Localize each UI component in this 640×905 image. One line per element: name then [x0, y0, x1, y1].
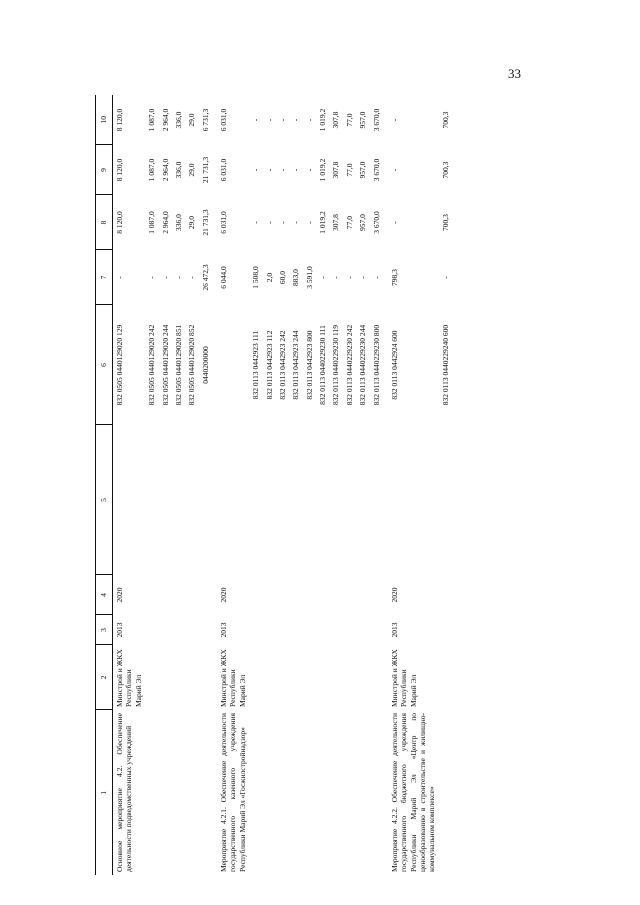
- value-col-9: 8 120,0: [115, 158, 124, 182]
- empty-cell: [439, 575, 452, 615]
- empty-cell: [263, 645, 276, 710]
- end-year: 2020: [219, 587, 228, 603]
- empty-cell: [145, 615, 158, 645]
- empty-cell: [439, 710, 452, 875]
- header-cell: 8: [96, 195, 113, 250]
- value-col-8: -: [304, 221, 314, 224]
- value-col-10: 3 670,0: [371, 108, 381, 132]
- value-col-10: 1 019,2: [318, 108, 327, 132]
- empty-cell: [289, 575, 302, 615]
- budget-code: 832 0505 0440129020 851: [173, 324, 183, 406]
- header-cell: 7: [96, 250, 113, 305]
- empty-cell: [199, 645, 212, 710]
- empty-cell: [185, 645, 198, 710]
- budget-code: 832 0113 0440229230 244: [358, 324, 368, 406]
- table-row: [303, 95, 316, 875]
- budget-code: [212, 305, 249, 425]
- value-col-9: 1 087,0: [147, 158, 157, 182]
- value-col-7: -: [344, 276, 354, 279]
- budget-code: 832 0505 0440129020 244: [160, 324, 170, 406]
- value-col-7: 60,0: [277, 270, 287, 285]
- value-col-9: 6 031,0: [219, 158, 228, 182]
- value-col-9: 29,0: [187, 163, 197, 177]
- value-col-7: 26 472,3: [200, 264, 210, 291]
- empty-cell: [303, 575, 316, 615]
- empty-cell: [249, 425, 262, 575]
- value-col-8: 336,0: [173, 214, 183, 231]
- empty-cell: [439, 615, 452, 645]
- value-col-8: 29,0: [187, 215, 197, 230]
- header-cell: 1: [96, 710, 113, 875]
- empty-cell: [185, 425, 198, 575]
- budget-code: 832 0113 0442923 111: [251, 330, 261, 400]
- measure-name: Мероприятие 4.2.2. Обеспечение деятельности государственного бюджетного учреждения Республики Марий Эл «Центр по ценообразованию в строительстве и жилищно-коммунальном комплексе»: [389, 713, 437, 872]
- header-cell: 4: [96, 575, 113, 615]
- empty-cell: [356, 645, 369, 710]
- empty-cell: [289, 645, 302, 710]
- value-col-8: 3 670,0: [371, 211, 381, 234]
- header-cell: 6: [96, 305, 113, 425]
- executor-cell: Минстрой и ЖКХ Республики Марий Эл: [219, 649, 247, 707]
- empty-cell: [356, 575, 369, 615]
- value-col-7: -: [358, 276, 368, 279]
- budget-code: 832 0113 0440229240 600: [440, 324, 450, 406]
- table-row: [276, 95, 289, 875]
- value-col-10: -: [264, 118, 274, 122]
- executor-cell: Минстрой и ЖКХ Республики Марий Эл: [115, 649, 143, 707]
- table-row: [383, 95, 439, 875]
- budget-code: 832 0113 0440229230 111: [318, 325, 327, 405]
- value-col-10: 1 087,0: [147, 108, 157, 132]
- empty-cell: [113, 425, 146, 575]
- value-col-9: -: [277, 168, 287, 172]
- empty-cell: [303, 645, 316, 710]
- empty-cell: [172, 710, 185, 875]
- table-row: [145, 95, 158, 875]
- value-col-8: 307,8: [331, 214, 341, 231]
- value-col-8: 1 087,0: [147, 211, 157, 234]
- value-col-8: -: [277, 221, 287, 224]
- header-cell: 5: [96, 425, 113, 575]
- value-col-9: 77,0: [344, 163, 354, 177]
- empty-cell: [212, 425, 249, 575]
- table-row: [249, 95, 262, 875]
- table-row: [329, 95, 342, 875]
- empty-cell: [289, 710, 302, 875]
- table-row: [316, 95, 329, 875]
- value-col-7: -: [187, 276, 197, 279]
- empty-cell: [159, 425, 172, 575]
- value-col-9: -: [251, 168, 261, 172]
- table-row: [356, 95, 369, 875]
- budget-code: 832 0113 0440229230 242: [344, 324, 354, 406]
- header-cell: 2: [96, 645, 113, 710]
- empty-cell: [383, 425, 439, 575]
- empty-cell: [356, 710, 369, 875]
- value-col-10: -: [251, 118, 261, 122]
- value-col-9: 957,0: [358, 161, 368, 179]
- table-row: [159, 95, 172, 875]
- budget-code: 832 0505 0440129020 242: [147, 324, 157, 406]
- value-col-10: -: [389, 118, 399, 122]
- empty-cell: [199, 575, 212, 615]
- empty-cell: [343, 615, 356, 645]
- value-col-7: -: [371, 276, 381, 279]
- value-col-8: 957,0: [358, 214, 368, 231]
- empty-cell: [145, 645, 158, 710]
- table-row: [199, 95, 212, 875]
- table-row: [289, 95, 302, 875]
- empty-cell: [276, 425, 289, 575]
- empty-cell: [185, 710, 198, 875]
- value-col-9: 307,8: [331, 161, 341, 179]
- start-year: 2013: [389, 622, 399, 638]
- start-year: 2013: [219, 622, 228, 638]
- table-body: [113, 95, 453, 875]
- value-col-10: 700,3: [440, 111, 450, 129]
- value-col-9: 2 964,0: [160, 158, 170, 182]
- value-col-10: 307,8: [331, 111, 341, 129]
- value-col-7: 1 508,0: [251, 266, 261, 289]
- value-col-7: 6 044,0: [219, 266, 228, 289]
- end-year: 2020: [115, 587, 124, 603]
- empty-cell: [159, 615, 172, 645]
- empty-cell: [370, 710, 383, 875]
- empty-cell: [329, 575, 342, 615]
- empty-cell: [263, 710, 276, 875]
- value-col-10: 6 731,3: [200, 108, 210, 132]
- empty-cell: [356, 615, 369, 645]
- value-col-8: 700,3: [440, 214, 450, 231]
- empty-cell: [263, 575, 276, 615]
- empty-cell: [249, 575, 262, 615]
- empty-cell: [370, 615, 383, 645]
- value-col-8: 2 964,0: [160, 211, 170, 234]
- empty-cell: [172, 425, 185, 575]
- empty-cell: [276, 615, 289, 645]
- empty-cell: [289, 615, 302, 645]
- value-col-9: -: [389, 168, 399, 172]
- value-col-10: 77,0: [344, 113, 354, 127]
- value-col-7: -: [115, 276, 124, 279]
- empty-cell: [439, 425, 452, 575]
- value-col-10: -: [291, 118, 301, 122]
- empty-cell: [185, 615, 198, 645]
- empty-cell: [276, 645, 289, 710]
- budget-code: 832 0113 0442923 800: [304, 330, 314, 400]
- empty-cell: [303, 425, 316, 575]
- empty-cell: [159, 575, 172, 615]
- budget-code: 832 0113 0442923 244: [291, 330, 301, 400]
- empty-cell: [316, 645, 329, 710]
- empty-cell: [159, 645, 172, 710]
- value-col-9: 21 731,3: [200, 156, 210, 184]
- value-col-10: 8 120,0: [115, 108, 124, 132]
- table-row: [212, 95, 249, 875]
- table-row: [185, 95, 198, 875]
- value-col-7: -: [331, 276, 341, 279]
- empty-cell: [316, 425, 329, 575]
- empty-cell: [356, 425, 369, 575]
- value-col-9: -: [291, 168, 301, 172]
- header-cell: 9: [96, 145, 113, 195]
- empty-cell: [329, 425, 342, 575]
- empty-cell: [316, 575, 329, 615]
- table-row: [172, 95, 185, 875]
- empty-cell: [172, 575, 185, 615]
- budget-code: 832 0113 0442923 112: [264, 330, 274, 400]
- value-col-8: 8 120,0: [115, 211, 124, 234]
- empty-cell: [185, 575, 198, 615]
- empty-cell: [316, 710, 329, 875]
- value-col-7: -: [440, 276, 450, 279]
- executor-cell: Минстрой и ЖКХ Республики Марий Эл: [389, 649, 418, 707]
- value-col-7: -: [147, 276, 157, 279]
- value-col-8: -: [264, 221, 274, 224]
- budget-table: [95, 95, 452, 875]
- value-col-10: 336,0: [173, 111, 183, 129]
- table-row: [370, 95, 383, 875]
- empty-cell: [199, 710, 212, 875]
- empty-cell: [145, 710, 158, 875]
- empty-cell: [329, 615, 342, 645]
- value-col-7: -: [318, 276, 327, 279]
- budget-code: 832 0113 0442923 242: [277, 330, 287, 400]
- empty-cell: [303, 615, 316, 645]
- value-col-7: 883,0: [291, 269, 301, 286]
- value-col-8: -: [389, 221, 399, 224]
- rotated-table-container: [95, 95, 625, 875]
- value-col-8: 6 031,0: [219, 211, 228, 234]
- empty-cell: [263, 425, 276, 575]
- empty-cell: [316, 615, 329, 645]
- value-col-7: -: [160, 276, 170, 279]
- start-year: 2013: [115, 622, 124, 638]
- empty-cell: [199, 425, 212, 575]
- empty-cell: [263, 615, 276, 645]
- empty-cell: [370, 575, 383, 615]
- empty-cell: [289, 425, 302, 575]
- empty-cell: [172, 615, 185, 645]
- empty-cell: [303, 710, 316, 875]
- empty-cell: [343, 575, 356, 615]
- empty-cell: [249, 710, 262, 875]
- empty-cell: [343, 425, 356, 575]
- empty-cell: [199, 615, 212, 645]
- empty-cell: [249, 615, 262, 645]
- empty-cell: [249, 645, 262, 710]
- header-row: [96, 95, 113, 875]
- value-col-7: 2,0: [264, 272, 274, 283]
- value-col-10: 2 964,0: [160, 108, 170, 132]
- value-col-7: 3 591,0: [304, 266, 314, 289]
- empty-cell: [343, 645, 356, 710]
- value-col-8: 1 019,2: [318, 211, 327, 234]
- value-col-8: -: [251, 221, 261, 224]
- budget-code: 832 0505 0440129020 129: [115, 324, 124, 406]
- budget-code: 832 0113 0440229230 119: [331, 324, 341, 406]
- empty-cell: [276, 575, 289, 615]
- value-col-7: -: [173, 276, 183, 279]
- header-cell: 10: [96, 95, 113, 145]
- header-cell: 3: [96, 615, 113, 645]
- empty-cell: [329, 645, 342, 710]
- page-number: 33: [508, 66, 521, 81]
- budget-code: 0440200000: [200, 346, 210, 384]
- table-row: [343, 95, 356, 875]
- value-col-10: -: [304, 118, 314, 122]
- value-col-7: 798,3: [389, 269, 399, 286]
- value-col-10: 957,0: [358, 111, 368, 129]
- table-row: [439, 95, 452, 875]
- empty-cell: [276, 710, 289, 875]
- measure-name: Мероприятие 4.2.1. Обеспечение деятельности государственного казенного учреждения Республики Марий Эл «Госжилстройнадзор»: [219, 713, 247, 872]
- budget-code: 832 0505 0440129020 852: [187, 324, 197, 406]
- value-col-10: 29,0: [187, 113, 197, 127]
- value-col-8: 21 731,3: [200, 209, 210, 236]
- value-col-9: 1 019,2: [318, 158, 327, 182]
- empty-cell: [329, 710, 342, 875]
- value-col-9: 336,0: [173, 161, 183, 179]
- empty-cell: [370, 425, 383, 575]
- budget-code: 832 0113 0440229230 800: [371, 324, 381, 406]
- empty-cell: [370, 645, 383, 710]
- empty-cell: [439, 645, 452, 710]
- empty-cell: [145, 425, 158, 575]
- value-col-9: 3 670,0: [371, 158, 381, 182]
- budget-code: 832 0113 0442924 600: [389, 330, 399, 400]
- value-col-9: -: [304, 168, 314, 172]
- empty-cell: [145, 575, 158, 615]
- value-col-8: 77,0: [344, 215, 354, 230]
- table-row: [113, 95, 146, 875]
- empty-cell: [172, 645, 185, 710]
- measure-name: Основное мероприятие 4.2. Обеспечение деятельности подведомственных учреждений: [115, 713, 134, 872]
- value-col-10: 6 031,0: [219, 108, 228, 132]
- empty-cell: [159, 710, 172, 875]
- value-col-10: -: [277, 118, 287, 122]
- end-year: 2020: [389, 587, 399, 603]
- empty-cell: [343, 710, 356, 875]
- table-row: [263, 95, 276, 875]
- value-col-8: -: [291, 221, 301, 224]
- value-col-9: 700,3: [440, 161, 450, 179]
- value-col-9: -: [264, 168, 274, 172]
